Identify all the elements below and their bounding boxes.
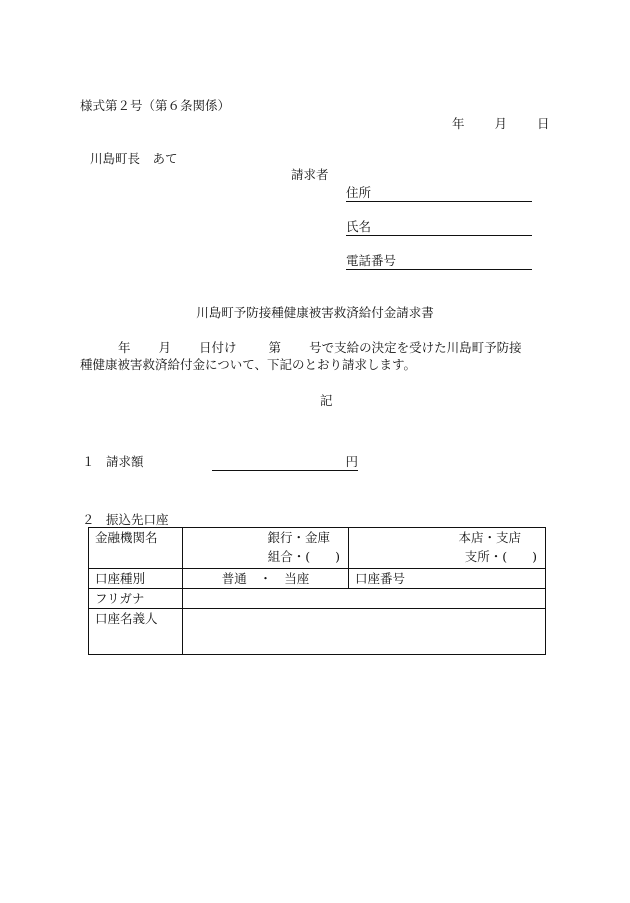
date-day: 日 bbox=[537, 116, 550, 131]
body-line-2: 種健康被害救済給付金について、下記のとおり請求します。 bbox=[80, 357, 417, 372]
body-day: 日付け bbox=[199, 340, 237, 355]
item1-number: １ bbox=[82, 454, 95, 469]
institution-row bbox=[89, 528, 546, 569]
furigana-value bbox=[183, 589, 546, 609]
body-line-1 bbox=[80, 340, 522, 356]
bank-line-1: 銀行・金庫 bbox=[267, 530, 330, 545]
phone-field bbox=[346, 253, 532, 270]
addressee: 川島町長 あて bbox=[90, 151, 178, 166]
account-type-options: 普通 ・ 当座 bbox=[183, 569, 349, 589]
body-rest: 号で支給の決定を受けた川島町予防接 bbox=[309, 340, 522, 355]
document-title: 川島町予防接種健康被害救済給付金請求書 bbox=[196, 305, 434, 320]
account-type-label: 口座種別 bbox=[89, 569, 183, 589]
address-label: 住所 bbox=[346, 185, 372, 200]
bank-line-2: 組合・( ) bbox=[267, 549, 340, 564]
item1-label: 請求額 bbox=[106, 454, 144, 469]
name-label: 氏名 bbox=[346, 219, 372, 234]
holder-row bbox=[89, 609, 546, 655]
institution-label: 金融機関名 bbox=[89, 528, 183, 569]
body-dai: 第 bbox=[268, 340, 282, 355]
branch-line-2: 支所・( ) bbox=[464, 549, 537, 564]
holder-value bbox=[183, 609, 546, 655]
furigana-label: フリガナ bbox=[89, 589, 183, 609]
requester-label: 請求者 bbox=[291, 167, 329, 182]
amount-field bbox=[212, 454, 358, 471]
account-type-row bbox=[89, 569, 546, 589]
name-field bbox=[346, 219, 532, 236]
ki-heading: 記 bbox=[320, 393, 333, 408]
bank-type-cell bbox=[183, 528, 349, 569]
date-line bbox=[452, 116, 550, 132]
date-year: 年 bbox=[452, 116, 465, 131]
account-number-label: 口座番号 bbox=[349, 569, 546, 589]
bank-account-table bbox=[88, 527, 546, 655]
address-field bbox=[346, 185, 532, 202]
holder-label: 口座名義人 bbox=[89, 609, 183, 655]
item2-number: ２ bbox=[82, 512, 95, 527]
phone-label: 電話番号 bbox=[346, 253, 397, 268]
body-year: 年 bbox=[118, 340, 131, 355]
furigana-row bbox=[89, 589, 546, 609]
body-month: 月 bbox=[158, 340, 172, 355]
item2-label: 振込先口座 bbox=[106, 512, 169, 527]
amount-unit: 円 bbox=[345, 454, 358, 469]
date-month: 月 bbox=[494, 116, 508, 131]
form-number: 様式第２号（第６条関係） bbox=[80, 98, 231, 113]
branch-line-1: 本店・支店 bbox=[458, 530, 521, 545]
branch-type-cell bbox=[349, 528, 546, 569]
